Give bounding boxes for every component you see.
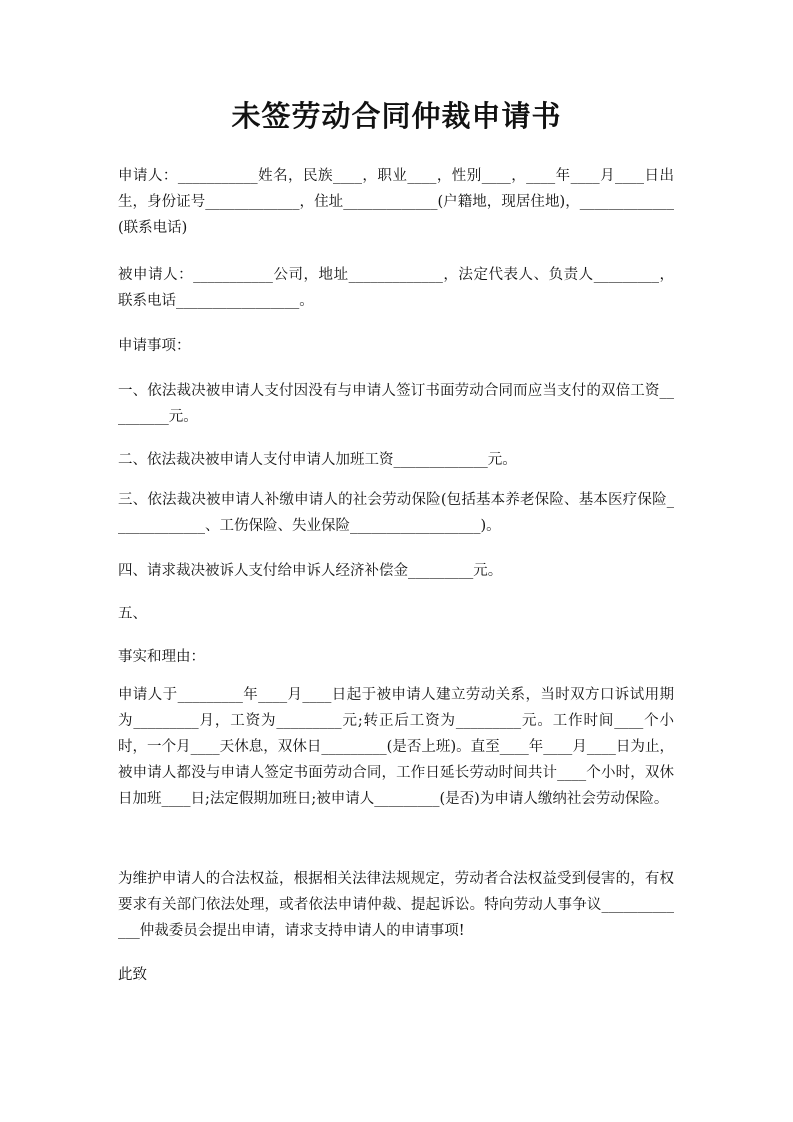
respondent-paragraph: 被申请人：___________公司，地址_____________，法定代表人、负责人_________，联系电话_________________。 bbox=[118, 267, 674, 309]
claim-item-4: 四、请求裁决被诉人支付给申诉人经济补偿金_________元。 bbox=[118, 563, 503, 579]
closing-text: 此致 bbox=[118, 967, 147, 983]
claim-item-1: 一、依法裁决被申请人支付因没有与申请人签订书面劳动合同而应当支付的双倍工资_________元。 bbox=[118, 383, 674, 425]
facts-paragraph: 申请人于_________年____月____日起于被申请人建立劳动关系，当时双方口诉试用期为_________月，工资为_________元;转正后工资为_________元。工作时间____个小时，一个月____天休息，双休日_________(是否上班)。直至____年____月____日为止，被申请人都没与申请人签定书面劳动合同，工作日延长劳动时间共计____个小时，双休日加班____日;法定假期加班日;被申请人_________(是否)为申请人缴纳社会劳动保险。 bbox=[118, 687, 674, 807]
facts-heading: 事实和理由： bbox=[118, 649, 205, 665]
conclusion-paragraph: 为维护申请人的合法权益，根据相关法律法规规定，劳动者合法权益受到侵害的，有权要求有关部门依法处理，或者依法申请仲裁、提起诉讼。特向劳动人事争议_____________仲裁委员会提出申请，请求支持申请人的申请事项! bbox=[118, 871, 674, 939]
document-title: 未签劳动合同仲裁申请书 bbox=[231, 99, 562, 133]
claim-item-3: 三、依法裁决被申请人补缴申请人的社会劳动保险(包括基本养老保险、基本医疗保险_____________、工伤保险、失业保险__________________)。 bbox=[118, 492, 674, 534]
applicant-paragraph: 申请人：___________姓名，民族____，职业____，性别____，____年____月____日出生，身份证号_____________，住址_____________(户籍地，现居住地)，_____________(联系电话) bbox=[118, 168, 674, 236]
claim-item-2: 二、依法裁决被申请人支付申请人加班工资_____________元。 bbox=[118, 452, 517, 468]
claim-item-5: 五、 bbox=[118, 606, 147, 622]
claims-heading: 申请事项： bbox=[118, 338, 191, 354]
